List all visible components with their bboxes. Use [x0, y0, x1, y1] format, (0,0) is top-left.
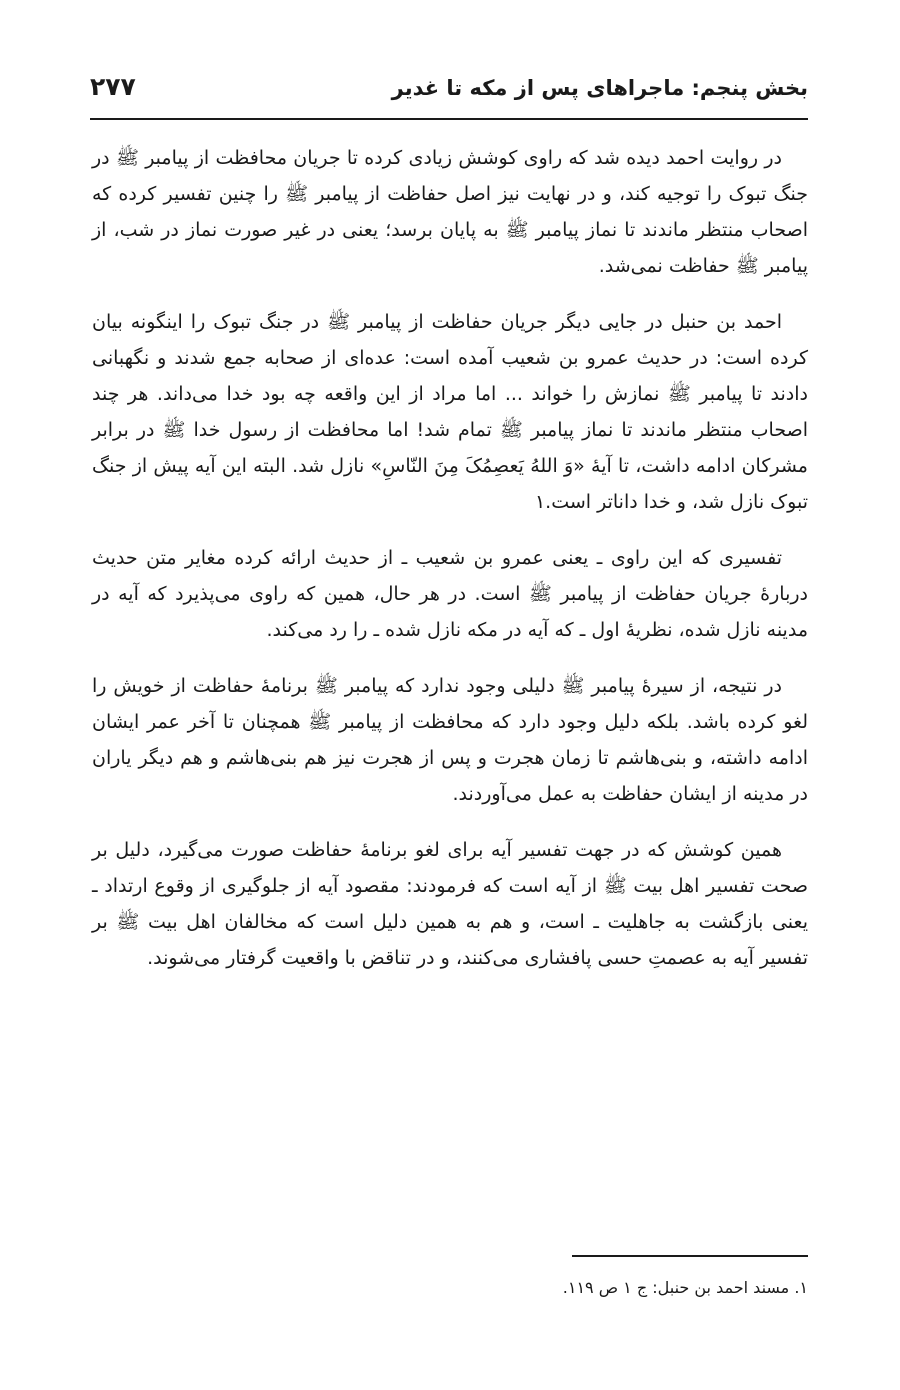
footnote-divider [572, 1255, 808, 1257]
paragraph-2: احمد بن حنبل در جایی دیگر جریان حفاظت از پیامبر ﷺ در جنگ تبوک را اینگونه بیان کرده است: در حدیث عمرو بن شعیب آمده است: عده‌ای از صحابه جمع شدند و نگهبانی دادند تا پیامبر ﷺ نمازش را خواند ... اما مراد از این واقعه چه بود خدا می‌داند. هر چند اصحاب منتظر ماندند تا نماز پیامبر ﷺ تمام شد! اما محافظت از رسول خدا ﷺ در برابر مشرکان ادامه داشت، تا آیهٔ «وَ اللهُ یَعصِمُکَ مِنَ النّاسِ» نازل شد. البته این آیه پیش از جنگ تبوک نازل شد، و خدا داناتر است.۱ [92, 311, 808, 513]
page-number: ۲۷۷ [90, 72, 136, 101]
paragraph-5: همین کوشش که در جهت تفسیر آیه برای لغو برنامهٔ حفاظت صورت می‌گیرد، دلیل بر صحت تفسیر اهل بیت ﷺ از آیه است که فرمودند: مقصود آیه از جلوگیری از وقوع ارتداد ـ یعنی بازگشت به جاهلیت ـ است، و هم به همین دلیل است که مخالفان اهل بیت ﷺ بر تفسیر آیه به عصمتِ حسی پافشاری می‌کنند، و در تناقض با واقعیت گرفتار می‌شوند. [92, 839, 808, 969]
running-title: بخش پنجم: ماجراهای پس از مکه تا غدیر [391, 76, 808, 100]
paragraph-4: در نتیجه، از سیرهٔ پیامبر ﷺ دلیلی وجود ندارد که پیامبر ﷺ برنامهٔ حفاظت از خویش را لغو کرده باشد. بلکه دلیل وجود دارد که محافظت از پیامبر ﷺ همچنان تا آخر عمر ایشان ادامه داشته، و بنی‌هاشم تا زمان هجرت و پس از هجرت نیز هم بنی‌هاشم و هم دیگر یاران در مدینه از ایشان حفاظت به عمل می‌آوردند. [92, 675, 808, 805]
page-header [90, 68, 808, 120]
footnote: ۱. مسند احمد بن حنبل: ج ۱ ص ۱۱۹. [562, 1278, 808, 1297]
paragraph-1: در روایت احمد دیده شد که راوی کوشش زیادی کرده تا جریان محافظت از پیامبر ﷺ در جنگ تبوک را توجیه کند، و در نهایت نیز اصل حفاظت از پیامبر ﷺ را چنین تفسیر کرده که اصحاب منتظر ماندند تا نماز پیامبر ﷺ به پایان برسد؛ یعنی در غیر صورت نماز در شب، از پیامبر ﷺ حفاظت نمی‌شد. [92, 147, 808, 277]
paragraph-3: تفسیری که این راوی ـ یعنی عمرو بن شعیب ـ از حدیث ارائه کرده مغایر متن حدیث دربارهٔ جریان حفاظت از پیامبر ﷺ است. در هر حال، همین که راوی می‌پذیرد که آیه در مدینه نازل شده، نظریهٔ اول ـ که آیه در مکه نازل شده ـ را رد می‌کند. [92, 547, 808, 641]
body-text [92, 140, 808, 996]
